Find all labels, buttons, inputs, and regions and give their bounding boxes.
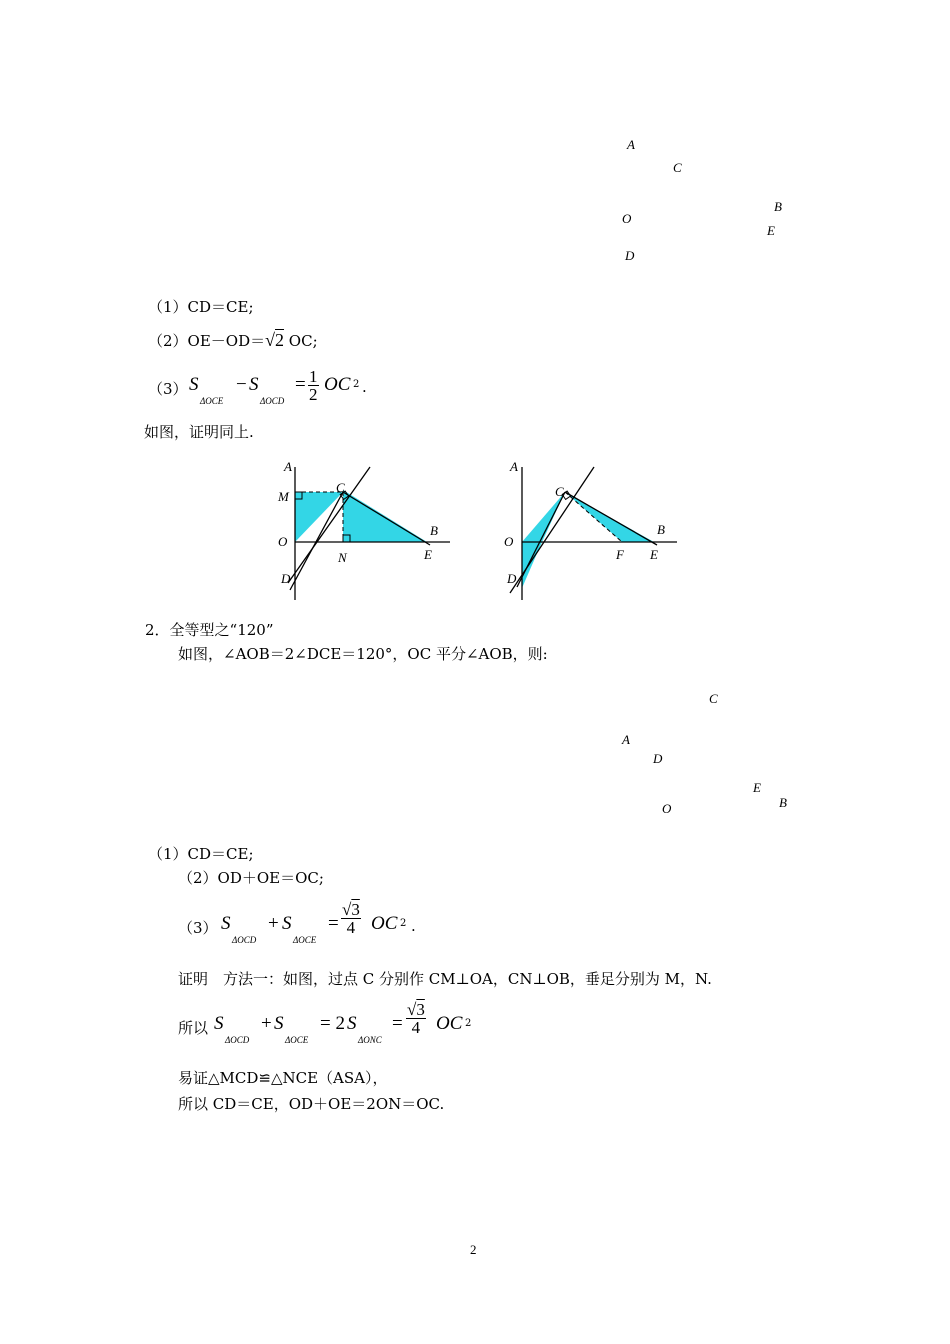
sec1-item3-den: 2: [309, 385, 318, 404]
fig4-label-c: C: [709, 691, 718, 706]
sec2-item3-root: 3: [351, 900, 360, 919]
fig2-label-e: E: [424, 547, 432, 562]
sec2-item3-plus: +: [268, 913, 279, 934]
sec2-item3-frac: [341, 901, 361, 936]
sec1-item3-minus: −: [236, 374, 247, 395]
fig4-label-b: B: [779, 795, 787, 810]
fig3-line-cf: [565, 492, 622, 542]
sec2-item2: （2）OD＋OE＝OC;: [178, 869, 324, 887]
sec2-item3: [178, 900, 438, 950]
sec1-item2-prefix: （2）OE－OD＝: [148, 332, 266, 350]
sec2-so-s2: S: [274, 1013, 284, 1034]
sec1-item3-end: .: [362, 378, 367, 396]
sec2-so-frac: [406, 1001, 426, 1036]
sec2-item3-prefix: （3）: [178, 919, 218, 937]
fig2-label-b: B: [430, 523, 438, 538]
sec2-so-root: 3: [416, 1000, 425, 1019]
sec2-proof1: 证明 方法一：如图，过点 C 分别作 CM⊥OA，CN⊥OB，垂足分别为 M，N.: [178, 970, 712, 988]
fig2-label-n: N: [338, 550, 347, 565]
sec1-item3-frac: [308, 368, 319, 403]
fig2-label-m: M: [278, 489, 289, 504]
fig4-label-a: A: [622, 732, 630, 747]
sec2-item3-sub1: ΔOCD: [232, 935, 257, 945]
sec2-item3-sub2: ΔOCE: [293, 935, 317, 945]
sec1-item3-oc: OC: [324, 374, 351, 395]
fig3-label-e: E: [650, 547, 658, 562]
fig3-label-f: F: [616, 547, 624, 562]
sec1-item3: [148, 367, 408, 410]
fig3-line-ce: [565, 492, 657, 545]
sec2-so-s1: S: [214, 1013, 224, 1034]
figure-3: [497, 455, 697, 605]
sec2-so-eq: = 2: [320, 1013, 345, 1034]
sec2-so-sub2: ΔOCE: [285, 1035, 309, 1045]
fig2-label-a: A: [284, 459, 292, 474]
fig2-label-o: O: [278, 534, 288, 549]
fig3-label-o: O: [504, 534, 514, 549]
sec2-so-sub3: ΔONC: [358, 1035, 382, 1045]
figure-2: [270, 455, 470, 605]
sqrt-sign: √: [342, 900, 352, 919]
sec1-item3-eq: =: [295, 374, 306, 395]
sec2-so-exp: 2: [465, 1018, 472, 1029]
sec1-item3-num: 1: [309, 367, 318, 386]
sec1-item3-s2: S: [249, 374, 259, 395]
fig1-label-a: A: [627, 137, 635, 152]
sec1-item2-suffix: OC;: [288, 332, 318, 350]
sec2-so-prefix: 所以: [178, 1019, 209, 1037]
sec1-item3-s1: S: [189, 374, 199, 395]
sec2-so-plus: +: [261, 1013, 272, 1034]
sec2-so-num: [406, 1001, 426, 1019]
sec2-so-oc: OC: [436, 1013, 463, 1034]
fig4-label-e: E: [753, 780, 761, 795]
sec2-so-s3: S: [347, 1013, 357, 1034]
fig3-label-b: B: [657, 522, 665, 537]
sec2-so-line: [178, 1000, 498, 1050]
fig2-label-c: C: [336, 480, 345, 495]
sec2-item3-s2: S: [282, 913, 292, 934]
sec2-final: 所以 CD＝CE，OD＋OE＝2ON＝OC.: [178, 1095, 445, 1113]
sec1-item2-root: 2: [275, 330, 285, 350]
sec2-item3-end: .: [411, 917, 416, 935]
sec1-item2: [148, 330, 318, 351]
sec1-item3-exp: 2: [353, 379, 360, 390]
sec2-so-eq2: =: [392, 1013, 403, 1034]
sec1-item1: （1）CD＝CE;: [148, 298, 254, 316]
fig1-label-b: B: [774, 199, 782, 214]
fig1-label-c: C: [673, 160, 682, 175]
sec2-item3-den: 4: [346, 918, 356, 937]
sec2-item1: （1）CD＝CE;: [148, 845, 254, 863]
sec1-item3-prefix: （3）: [148, 380, 188, 398]
fig4-label-o: O: [662, 801, 672, 816]
fig3-label-d: D: [507, 571, 517, 586]
sec2-item3-eq: =: [328, 913, 339, 934]
sec2-intro: 如图，∠AOB＝2∠DCE＝120°，OC 平分∠AOB，则:: [178, 645, 548, 663]
sec2-item3-s1: S: [221, 913, 231, 934]
sec1-item3-sub2: ΔOCD: [260, 396, 285, 406]
sec2-so-den: 4: [411, 1018, 421, 1037]
sqrt-sign: √: [265, 330, 276, 350]
fig1-label-o: O: [622, 211, 632, 226]
fig2-shade-right: [343, 490, 427, 542]
page-number: 2: [470, 1242, 477, 1257]
sqrt-sign: √: [407, 1000, 417, 1019]
fig3-label-a: A: [510, 459, 518, 474]
sec1-proof-note: 如图，证明同上.: [144, 423, 254, 441]
fig3-label-c: C: [555, 484, 564, 499]
fig1-label-d: D: [625, 248, 635, 263]
sec2-item3-exp: 2: [400, 918, 407, 929]
sec2-title: 2．全等型之“120”: [145, 621, 274, 639]
fig2-label-d: D: [281, 571, 291, 586]
sec2-item3-oc: OC: [371, 913, 398, 934]
sec2-item3-num: [341, 901, 361, 919]
sec2-cong: 易证△MCD≌△NCE（ASA），: [178, 1069, 388, 1087]
fig1-label-e: E: [767, 223, 775, 238]
fig4-label-d: D: [653, 751, 663, 766]
sec2-so-sub1: ΔOCD: [225, 1035, 250, 1045]
sec1-item3-sub1: ΔOCE: [200, 396, 224, 406]
